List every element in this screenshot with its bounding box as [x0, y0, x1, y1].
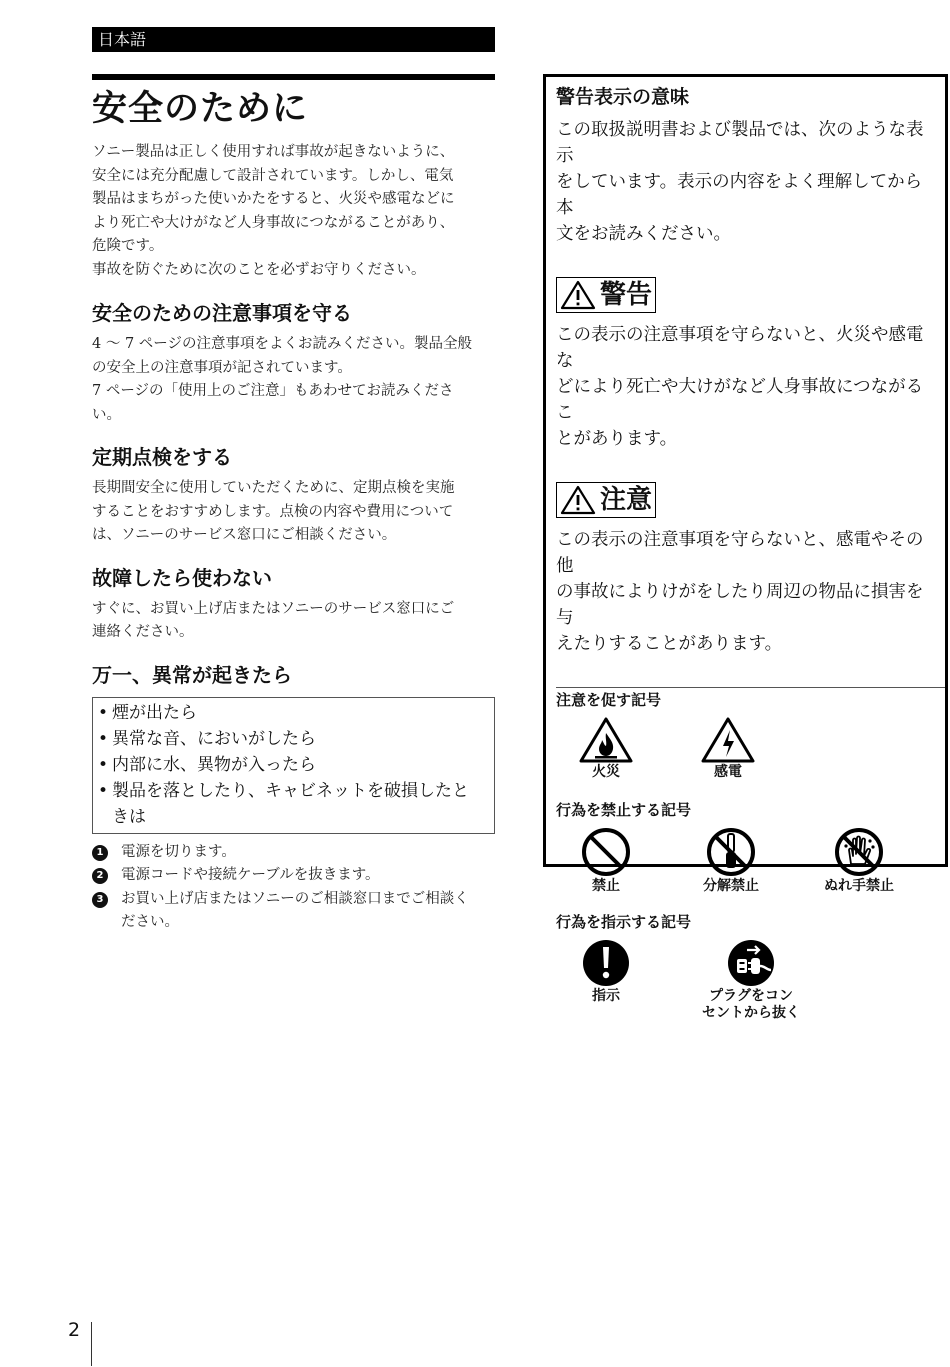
- symbol-no-disassembly: [681, 826, 781, 895]
- text-line: えたりすることがあります。: [556, 634, 783, 654]
- text-line: 長期間安全に使用していただくために、定期点検を実施: [92, 480, 455, 496]
- symbol-group-heading-attention: 注意を促す記号: [556, 691, 662, 709]
- title-rule: [92, 74, 495, 80]
- symbol-row-instruction: [556, 938, 937, 1028]
- section-body-malfunction: [92, 598, 495, 645]
- text-line: どにより死亡や大けがなど人身事故につながるこ: [556, 377, 924, 423]
- text-line: 連絡ください。: [92, 624, 194, 640]
- no-disassembly-icon: [705, 826, 757, 878]
- symbol-fire: [556, 716, 656, 781]
- list-item: [98, 726, 486, 752]
- step-item: [92, 888, 495, 935]
- text-line: お買い上げ店またはソニーのご相談窓口までご相談く: [121, 890, 469, 907]
- emergency-bullet-box: [92, 697, 495, 834]
- list-item-text: 煙が出たら: [112, 702, 197, 723]
- text-line: い。: [92, 406, 121, 423]
- text-line: ださい。: [121, 914, 179, 930]
- symbol-label: 禁止: [592, 878, 620, 894]
- symbol-label: 火災: [592, 764, 620, 780]
- list-item-text: 異常な音、においがしたら: [112, 728, 316, 749]
- warning-description: [556, 322, 937, 452]
- text-line: の安全上の注意事項が記されています。: [92, 359, 352, 376]
- text-line: の事故によりけがをしたり周辺の物品に損害を与: [556, 582, 924, 628]
- symbol-unplug: [696, 938, 806, 1022]
- unplug-icon: [725, 938, 777, 988]
- list-item-text: [112, 778, 469, 830]
- page-number: 2: [68, 1319, 81, 1341]
- language-tab: 日本語: [92, 27, 495, 52]
- text-line: 安全には充分配慮して設計されています。しかし、電気: [92, 167, 454, 184]
- list-item-text: 内部に水、異物が入ったら: [112, 754, 316, 775]
- warning-legend-box: [543, 74, 948, 1021]
- text-line: 製品はまちがった使いかたをすると、火災や感電などに: [92, 191, 455, 207]
- section-body-safety-notes: [92, 333, 495, 427]
- text-line: この取扱説明書および製品では、次のような表示: [556, 120, 924, 166]
- step-item: [92, 841, 495, 865]
- text-line: 事故を防ぐために次のことを必ずお守りください。: [92, 261, 426, 278]
- text-line: ソニー製品は正しく使用すれば事故が起きないように、: [92, 144, 455, 160]
- list-item: [98, 752, 486, 778]
- symbol-label: 指示: [592, 988, 620, 1004]
- text-line: 文をお読みください。: [556, 224, 731, 244]
- section-heading-safety-notes: 安全のための注意事項を守る: [92, 301, 352, 325]
- step-number: 3: [92, 892, 108, 908]
- emergency-steps: [92, 841, 495, 935]
- page-title: 安全のために: [92, 89, 309, 129]
- divider: [556, 687, 945, 688]
- text-line: することをおすすめします。点検の内容や費用について: [92, 503, 454, 520]
- section-heading-emergency: 万一、異常が起きたら: [92, 662, 292, 687]
- warning-triangle-icon: [560, 485, 596, 515]
- step-item: [92, 864, 495, 888]
- symbol-no-wet-hands: [809, 826, 909, 895]
- symbol-prohibited: [556, 826, 656, 895]
- step-text: [121, 888, 469, 935]
- section-heading-malfunction: 故障したら使わない: [92, 565, 272, 590]
- text-line: 製品を落としたり、キャビネットを破損したと: [112, 780, 469, 801]
- symbol-group-heading-instruction: 行為を指示する記号: [556, 913, 692, 931]
- step-number: 1: [92, 845, 108, 861]
- symbol-label: ぬれ手禁止: [824, 878, 894, 894]
- step-text: 電源を切ります。: [121, 843, 236, 860]
- list-item: [98, 700, 486, 726]
- intro-paragraph: [92, 141, 495, 282]
- symbol-label-line: プラグをコン: [709, 988, 793, 1004]
- bullet-mark: •: [98, 702, 109, 723]
- bullet-mark: •: [98, 728, 109, 749]
- symbol-label: 分解禁止: [703, 878, 759, 894]
- symbol-electric-shock: [678, 716, 778, 781]
- text-line: とがあります。: [556, 429, 678, 449]
- warning-label: [556, 277, 656, 313]
- text-line: この表示の注意事項を守らないと、火災や感電な: [556, 325, 924, 371]
- warning-box-heading: 警告表示の意味: [556, 86, 690, 108]
- text-line: この表示の注意事項を守らないと、感電やその他: [556, 530, 924, 576]
- text-line: より死亡や大けがなど人身事故につながることがあり、: [92, 214, 455, 231]
- text-line: 危険です。: [92, 238, 164, 254]
- left-column: [92, 74, 495, 935]
- text-line: すぐに、お買い上げ店またはソニーのサービス窓口にご: [92, 600, 455, 617]
- section-body-inspection: [92, 477, 495, 548]
- fire-warning-icon: [578, 716, 634, 764]
- bullet-mark: •: [98, 780, 109, 801]
- caution-label-text: 注意: [600, 485, 653, 515]
- text-line: 4 ～ 7 ページの注意事項をよくお読みください。製品全般: [92, 336, 472, 352]
- text-line: きは: [112, 806, 146, 827]
- instruction-icon: [580, 938, 632, 988]
- caution-label: [556, 482, 656, 518]
- prohibition-icon: [580, 826, 632, 878]
- step-text: 電源コードや接続ケーブルを抜きます。: [121, 867, 380, 883]
- warning-box-intro: [556, 117, 937, 247]
- step-number: 2: [92, 868, 108, 884]
- caution-description: [556, 527, 937, 657]
- no-wet-hands-icon: [833, 826, 885, 878]
- text-line: 7 ページの「使用上のご注意」もあわせてお読みくださ: [92, 383, 454, 399]
- text-line: は、ソニーのサービス窓口にご相談ください。: [92, 527, 397, 543]
- symbol-label-line: セントから抜く: [702, 1005, 800, 1021]
- symbol-label: 感電: [714, 764, 742, 780]
- page-number-rule: [91, 1322, 92, 1366]
- electric-shock-warning-icon: [700, 716, 756, 764]
- warning-label-text: 警告: [600, 280, 653, 310]
- text-line: をしています。表示の内容をよく理解してから本: [556, 172, 923, 218]
- symbol-row-attention: [556, 716, 937, 786]
- symbol-instruction: [556, 938, 656, 1005]
- list-item: [98, 778, 486, 830]
- warning-triangle-icon: [560, 280, 596, 310]
- section-heading-inspection: 定期点検をする: [92, 445, 232, 469]
- symbol-group-heading-prohibition: 行為を禁止する記号: [556, 801, 692, 819]
- symbol-row-prohibition: [556, 826, 937, 898]
- bullet-mark: •: [98, 754, 109, 775]
